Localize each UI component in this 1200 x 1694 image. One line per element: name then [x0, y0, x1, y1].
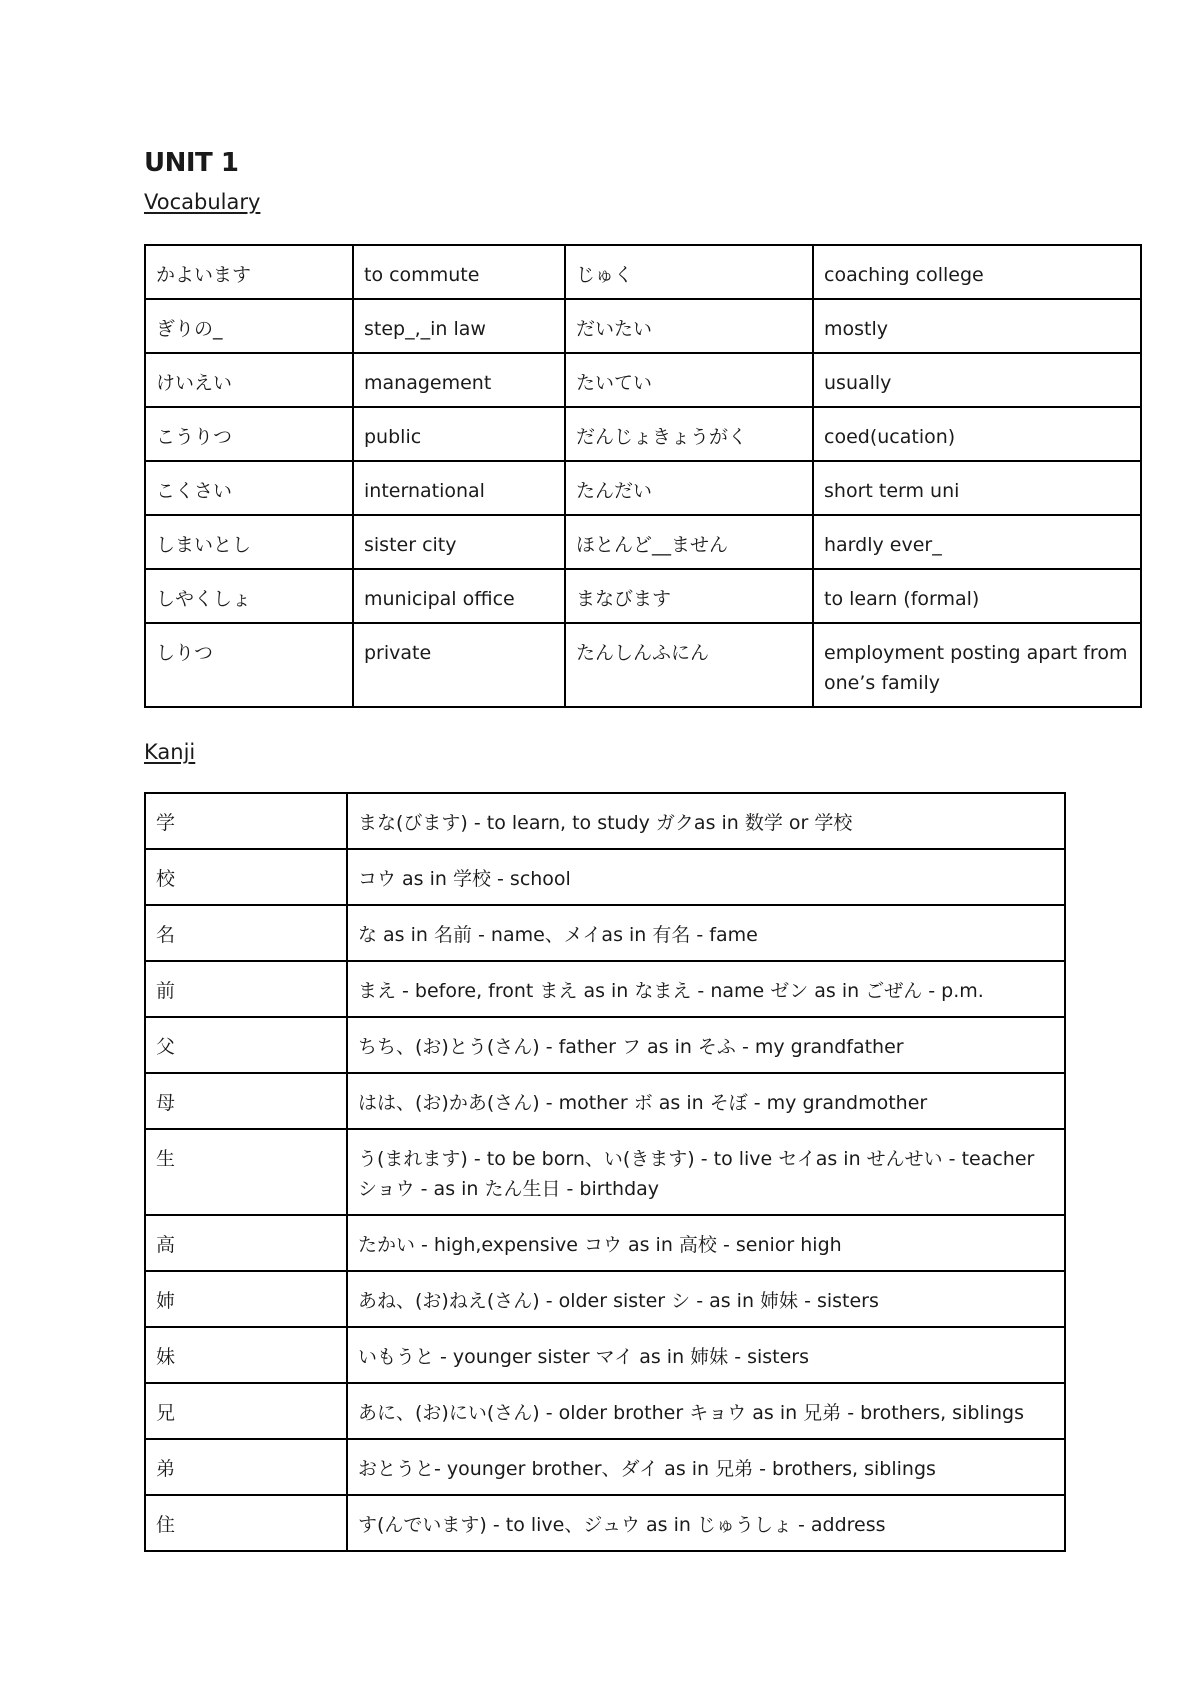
vocab-japanese: じゅく: [565, 245, 813, 299]
vocab-english: international: [353, 461, 565, 515]
page-title: UNIT 1: [144, 148, 239, 178]
vocab-japanese: ぎりの_: [145, 299, 353, 353]
vocab-japanese: だいたい: [565, 299, 813, 353]
table-row: [145, 299, 1141, 353]
kanji-reading: あね、(お)ねえ(さん) - older sister シ - as in 姉妹 - sisters: [347, 1271, 1065, 1327]
vocab-english: private: [353, 623, 565, 707]
vocabulary-table: [144, 244, 1142, 708]
table-row: [145, 1271, 1065, 1327]
vocab-japanese: こくさい: [145, 461, 353, 515]
kanji-reading: いもうと - younger sister マイ as in 姉妹 - sisters: [347, 1327, 1065, 1383]
kanji-reading: す(んでいます) - to live、ジュウ as in じゅうしょ - address: [347, 1495, 1065, 1551]
vocab-english: coed(ucation): [813, 407, 1141, 461]
kanji-character: 学: [145, 793, 347, 849]
vocab-japanese: しりつ: [145, 623, 353, 707]
kanji-reading: はは、(お)かあ(さん) - mother ボ as in そぼ - my grandmother: [347, 1073, 1065, 1129]
table-row: [145, 407, 1141, 461]
vocab-japanese: たいてい: [565, 353, 813, 407]
table-row: [145, 1017, 1065, 1073]
kanji-character: 父: [145, 1017, 347, 1073]
table-row: [145, 515, 1141, 569]
vocabulary-heading: Vocabulary: [144, 190, 261, 214]
vocab-japanese: こうりつ: [145, 407, 353, 461]
table-row: [145, 623, 1141, 707]
kanji-reading: まえ - before, front まえ as in なまえ - name ゼン as in ごぜん - p.m.: [347, 961, 1065, 1017]
kanji-character: 兄: [145, 1383, 347, 1439]
table-row: [145, 1383, 1065, 1439]
table-row: [145, 1327, 1065, 1383]
table-row: [145, 793, 1065, 849]
vocab-japanese: しやくしょ: [145, 569, 353, 623]
vocab-english: management: [353, 353, 565, 407]
vocab-japanese: けいえい: [145, 353, 353, 407]
kanji-reading: たかい - high,expensive コウ as in 高校 - senior high: [347, 1215, 1065, 1271]
kanji-reading: あに、(お)にい(さん) - older brother キョウ as in 兄弟 - brothers, siblings: [347, 1383, 1065, 1439]
kanji-reading: ちち、(お)とう(さん) - father フ as in そふ - my grandfather: [347, 1017, 1065, 1073]
kanji-reading: な as in 名前 - name、メイas in 有名 - fame: [347, 905, 1065, 961]
kanji-character: 前: [145, 961, 347, 1017]
vocab-english: municipal office: [353, 569, 565, 623]
vocab-english: public: [353, 407, 565, 461]
table-row: [145, 245, 1141, 299]
vocab-english: to commute: [353, 245, 565, 299]
kanji-reading: コウ as in 学校 - school: [347, 849, 1065, 905]
vocab-english: to learn (formal): [813, 569, 1141, 623]
table-row: [145, 569, 1141, 623]
vocab-japanese: まなびます: [565, 569, 813, 623]
kanji-character: 校: [145, 849, 347, 905]
kanji-character: 名: [145, 905, 347, 961]
kanji-table: [144, 792, 1066, 1552]
kanji-character: 妹: [145, 1327, 347, 1383]
kanji-reading: う(まれます) - to be born、い(きます) - to live セイas in せんせい - teacher ショウ - as in たん生日 - birthday: [347, 1129, 1065, 1215]
vocab-japanese: だんじょきょうがく: [565, 407, 813, 461]
kanji-reading: おとうと- younger brother、ダイ as in 兄弟 - brothers, siblings: [347, 1439, 1065, 1495]
vocab-english: usually: [813, 353, 1141, 407]
vocab-english: short term uni: [813, 461, 1141, 515]
vocab-japanese: しまいとし: [145, 515, 353, 569]
table-row: [145, 849, 1065, 905]
table-row: [145, 1215, 1065, 1271]
table-row: [145, 961, 1065, 1017]
kanji-character: 住: [145, 1495, 347, 1551]
kanji-character: 弟: [145, 1439, 347, 1495]
kanji-reading: まな(びます) - to learn, to study ガクas in 数学 or 学校: [347, 793, 1065, 849]
vocab-english: mostly: [813, 299, 1141, 353]
vocab-japanese: ほとんど__ません: [565, 515, 813, 569]
kanji-character: 高: [145, 1215, 347, 1271]
table-row: [145, 1495, 1065, 1551]
vocab-japanese: たんしんふにん: [565, 623, 813, 707]
vocab-english: sister city: [353, 515, 565, 569]
vocab-english: hardly ever_: [813, 515, 1141, 569]
vocab-english: step_,_in law: [353, 299, 565, 353]
kanji-character: 母: [145, 1073, 347, 1129]
kanji-heading: Kanji: [144, 740, 196, 764]
table-row: [145, 461, 1141, 515]
vocab-english: employment posting apart from one’s family: [813, 623, 1141, 707]
table-row: [145, 1439, 1065, 1495]
kanji-character: 姉: [145, 1271, 347, 1327]
table-row: [145, 905, 1065, 961]
vocab-japanese: たんだい: [565, 461, 813, 515]
table-row: [145, 1073, 1065, 1129]
vocab-english: coaching college: [813, 245, 1141, 299]
table-row: [145, 353, 1141, 407]
table-row: [145, 1129, 1065, 1215]
vocab-japanese: かよいます: [145, 245, 353, 299]
kanji-character: 生: [145, 1129, 347, 1215]
